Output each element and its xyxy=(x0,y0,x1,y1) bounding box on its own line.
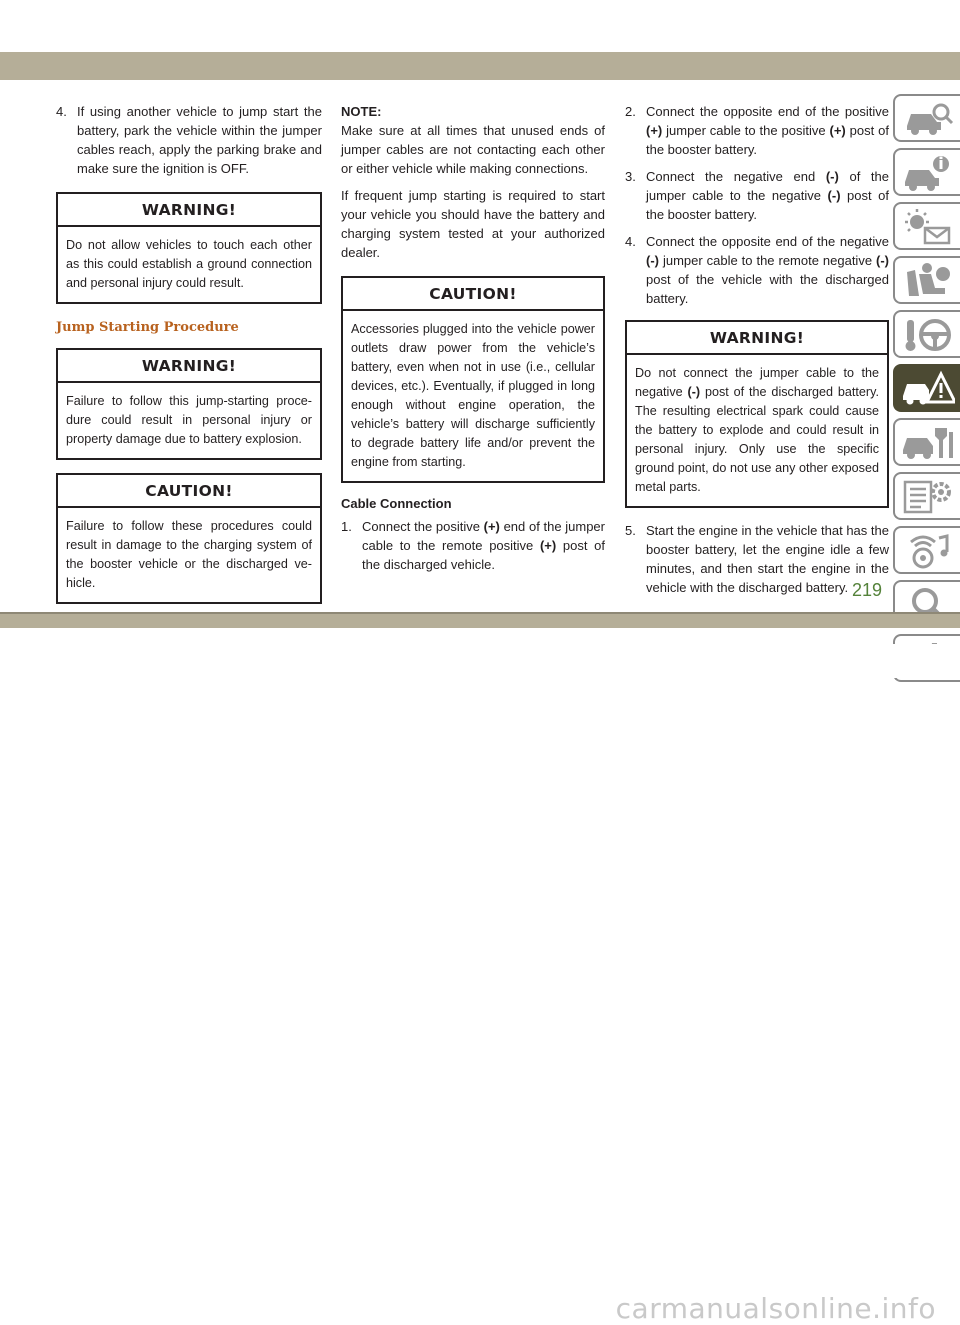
steering-wheel-icon xyxy=(901,316,955,354)
caution-text: Accessories plugged into the vehicle power outlets draw power from the vehicle’s battery, even when not in use (i.e., cellular devices, etc.). Eventually, if plugged in long enough without engine operation, the vehicle’s battery will discharge sufficiently to degrade battery life and/or prevent the engine from starting. xyxy=(351,322,595,469)
paragraph-frequent-jump: If frequent jump starting is required to start your vehicle you should have the battery and charging system tested at your authorized dealer. xyxy=(341,188,605,260)
caution-box-accessories xyxy=(341,276,605,483)
step-text-a: Connect the positive xyxy=(362,519,484,534)
step-text-c: jumper cable to the positive xyxy=(662,123,830,138)
caution-text: Failure to follow these procedures could result in damage to the charging system of the booster vehicle or the discharged vehicle. xyxy=(66,519,312,590)
warning-title: WARNING! xyxy=(627,322,887,355)
step-text-c: end of the jumper cable to the remote positive xyxy=(362,519,605,553)
warning-box-negative-post xyxy=(625,320,889,508)
multimedia-icon xyxy=(901,532,955,570)
section-heading: Jump Starting Procedure xyxy=(56,320,239,335)
step-text: Start the engine in the vehicle that has the booster battery, let the engine idle a few minutes, and then start the engine in the vehicle with the discharged battery. xyxy=(646,523,889,595)
step-number: 3. xyxy=(625,169,636,184)
airbag-seat-icon xyxy=(901,262,955,300)
step-2-connect-positive-booster xyxy=(625,102,889,159)
warning-box-vehicles-touch xyxy=(56,192,322,304)
step-number: 5. xyxy=(625,523,636,538)
warning-text: Do not allow vehicles to touch each other as this could establish a ground connection and personal injury could result. xyxy=(66,238,312,290)
tab-technical-specifications[interactable] xyxy=(893,472,960,520)
negative-symbol: (-) xyxy=(827,188,841,203)
caution-box-charging-system xyxy=(56,473,322,604)
tab-starting-and-operating[interactable] xyxy=(893,310,960,358)
step-text-e: post of the booster battery. xyxy=(646,188,890,222)
note-label: NOTE: xyxy=(341,104,382,119)
column-2 xyxy=(341,102,605,582)
step-text-e: post of the vehicle with the discharged battery. xyxy=(646,272,889,306)
step-text-c: jumper cable to the remote negative xyxy=(659,253,876,268)
car-search-icon xyxy=(901,100,955,138)
car-info-icon xyxy=(901,154,955,192)
warning-text-a: Do not connect the jumper cable to the negative xyxy=(635,366,879,399)
step-number: 2. xyxy=(625,104,636,119)
step-5-start-engine xyxy=(625,521,889,597)
tab-in-case-of-emergency[interactable] xyxy=(893,364,960,412)
bottom-decorative-band xyxy=(0,612,960,628)
warning-text: Failure to follow this jump-starting procedure could result in personal injury or property damage due to battery explosion. xyxy=(66,394,312,446)
step-number: 4. xyxy=(625,234,636,249)
warning-title: WARNING! xyxy=(58,350,320,383)
step-text: If using another vehicle to jump start the battery, park the vehicle within the jumper cables reach, apply the parking brake and make sure the ignition is OFF. xyxy=(77,104,322,176)
step-3-connect-negative-booster xyxy=(625,167,889,224)
positive-symbol: (+) xyxy=(829,123,846,138)
tab-multimedia[interactable] xyxy=(893,526,960,574)
tab-safety[interactable] xyxy=(893,256,960,304)
warning-box-jump-procedure xyxy=(56,348,322,460)
step-text-e: post of the discharged vehicle. xyxy=(362,538,606,572)
caution-title: CAUTION! xyxy=(58,475,320,508)
step-text-a: Connect the negative end xyxy=(646,169,826,184)
step-text-a: Connect the opposite end of the negative xyxy=(646,234,889,249)
positive-symbol: (+) xyxy=(646,123,663,138)
checklist-gear-icon xyxy=(901,478,955,516)
page-number: 219 xyxy=(852,580,883,600)
warning-text-c: post of the discharged battery. The resulting electrical spark could cause the battery to explode and could result in personal injury. Only use the specific ground point, do not use any other exposed metal parts. xyxy=(635,385,879,494)
positive-symbol: (+) xyxy=(483,519,500,534)
step-number: 4. xyxy=(56,104,67,119)
warning-title: WARNING! xyxy=(58,194,320,227)
chapter-tabs xyxy=(893,94,960,688)
step-1-connect-positive xyxy=(341,517,605,574)
footer xyxy=(0,644,960,1325)
tab-servicing-and-maintenance[interactable] xyxy=(893,418,960,466)
tab-instrument-panel[interactable] xyxy=(893,148,960,196)
step-text-a: Connect the opposite end of the positive xyxy=(646,104,889,119)
step-text-e: post of the booster battery. xyxy=(646,123,889,157)
step-4-jump-vehicle xyxy=(56,102,322,178)
negative-symbol: (-) xyxy=(825,169,839,184)
negative-symbol: (-) xyxy=(876,253,889,268)
watermark-text: carmanualsonline.info xyxy=(615,1292,936,1325)
warning-text xyxy=(627,355,887,506)
step-number: 1. xyxy=(341,519,352,534)
tab-warning-lights-messages[interactable] xyxy=(893,202,960,250)
column-1 xyxy=(56,102,322,617)
negative-symbol: (-) xyxy=(646,253,659,268)
car-service-icon xyxy=(901,424,955,462)
positive-symbol: (+) xyxy=(539,538,557,553)
tab-getting-to-know-vehicle[interactable] xyxy=(893,94,960,142)
car-emergency-icon xyxy=(901,370,955,408)
cable-connection-heading: Cable Connection xyxy=(341,496,452,511)
column-3 xyxy=(625,102,889,605)
negative-symbol: (-) xyxy=(687,385,701,399)
step-4-connect-negative-remote xyxy=(625,232,889,308)
note-text: Make sure at all times that unused ends of jumper cables are not contacting each other or either vehicle while making connections. xyxy=(341,123,605,176)
step-text-c: of the jumper cable to the negative xyxy=(646,169,890,203)
top-decorative-band xyxy=(0,52,960,80)
warning-lights-message-icon xyxy=(901,208,955,246)
caution-title: CAUTION! xyxy=(343,278,603,311)
